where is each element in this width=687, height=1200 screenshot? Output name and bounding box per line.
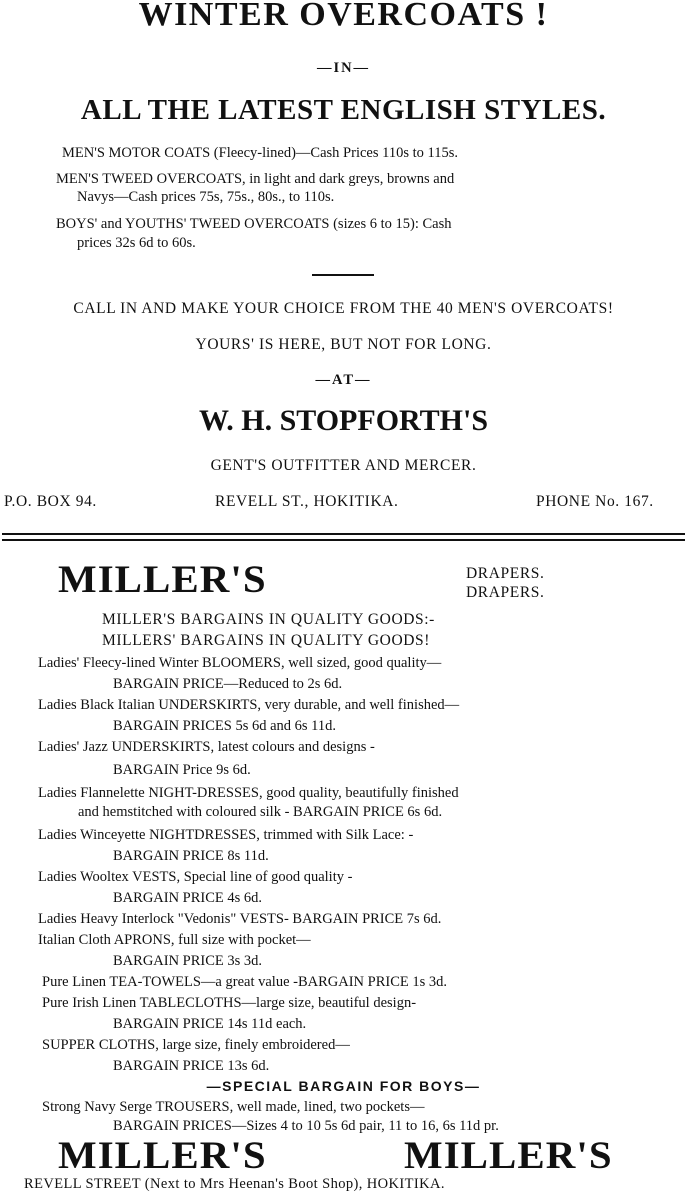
bargains-line-2: MILLERS' BARGAINS IN QUALITY GOODS!	[102, 632, 431, 649]
flannelette-price: and hemstitched with coloured silk - BARGAIN PRICE 6s 6d.	[78, 804, 443, 820]
boys-prices-line: prices 32s 6d to 60s.	[77, 235, 196, 251]
phone-number: PHONE No. 167.	[536, 493, 654, 510]
double-rule-bottom	[2, 539, 685, 541]
jazz-underskirts-line: Ladies' Jazz UNDERSKIRTS, latest colours and designs -	[38, 739, 375, 755]
double-rule-top	[2, 533, 685, 535]
po-box: P.O. BOX 94.	[4, 493, 97, 510]
street-address: REVELL ST., HOKITIKA.	[215, 493, 399, 510]
boys-overcoats-line: BOYS' and YOUTHS' TWEED OVERCOATS (sizes 6 to 15): Cash	[56, 216, 452, 232]
wooltex-line: Ladies Wooltex VESTS, Special line of good quality -	[38, 869, 353, 885]
winceyette-price: BARGAIN PRICE 8s 11d.	[113, 848, 269, 864]
jazz-underskirts-price: BARGAIN Price 9s 6d.	[113, 762, 251, 778]
in-label: —IN—	[316, 60, 371, 76]
special-boys-heading: —SPECIAL BARGAIN FOR BOYS—	[206, 1078, 481, 1094]
tablecloths-line: Pure Irish Linen TABLECLOTHS—large size, beautiful design-	[42, 995, 417, 1011]
bloomers-price: BARGAIN PRICE—Reduced to 2s 6d.	[113, 676, 343, 692]
ad-title: WINTER OVERCOATS !	[138, 0, 549, 33]
footer-millers-left: MILLER'S	[58, 1134, 267, 1177]
at-label: —AT—	[315, 372, 372, 388]
black-underskirts-price: BARGAIN PRICES 5s 6d and 6s 11d.	[113, 718, 337, 734]
aprons-line: Italian Cloth APRONS, full size with pocket—	[38, 932, 311, 948]
motor-coats-line: MEN'S MOTOR COATS (Fleecy-lined)—Cash Prices 110s to 115s.	[62, 145, 458, 161]
footer-millers-right: MILLER'S	[404, 1134, 613, 1177]
trousers-line: Strong Navy Serge TROUSERS, well made, lined, two pockets—	[42, 1099, 425, 1115]
tablecloths-price: BARGAIN PRICE 14s 11d each.	[113, 1016, 307, 1032]
aprons-price: BARGAIN PRICE 3s 3d.	[113, 953, 263, 969]
call-in-line: CALL IN AND MAKE YOUR CHOICE FROM THE 40 MEN'S OVERCOATS!	[73, 300, 614, 317]
bloomers-line: Ladies' Fleecy-lined Winter BLOOMERS, well sized, good quality—	[38, 655, 442, 671]
footer-address: REVELL STREET (Next to Mrs Heenan's Boot Shop), HOKITIKA.	[24, 1176, 445, 1192]
tea-towels-line: Pure Linen TEA-TOWELS—a great value -BARGAIN PRICE 1s 3d.	[42, 974, 447, 990]
supper-cloths-price: BARGAIN PRICE 13s 6d.	[113, 1058, 270, 1074]
wooltex-price: BARGAIN PRICE 4s 6d.	[113, 890, 263, 906]
tweed-prices-line: Navys—Cash prices 75s, 75s., 80s., to 110s.	[77, 189, 335, 205]
styles-heading: ALL THE LATEST ENGLISH STYLES.	[80, 94, 607, 126]
vedonis-line: Ladies Heavy Interlock "Vedonis" VESTS- BARGAIN PRICE 7s 6d.	[38, 911, 442, 927]
trade-line: GENT'S OUTFITTER AND MERCER.	[210, 457, 477, 474]
drapers-label-1: DRAPERS.	[466, 565, 545, 582]
short-divider	[312, 274, 374, 276]
trousers-prices: BARGAIN PRICES—Sizes 4 to 10 5s 6d pair, 11 to 16, 6s 11d pr.	[113, 1118, 499, 1134]
black-underskirts-line: Ladies Black Italian UNDERSKIRTS, very durable, and well finished—	[38, 697, 460, 713]
drapers-label-2: DRAPERS.	[466, 584, 545, 601]
flannelette-line: Ladies Flannelette NIGHT-DRESSES, good quality, beautifully finished	[38, 785, 459, 801]
tweed-overcoats-line: MEN'S TWEED OVERCOATS, in light and dark greys, browns and	[56, 171, 455, 187]
supper-cloths-line: SUPPER CLOTHS, large size, finely embroidered—	[42, 1037, 350, 1053]
winceyette-line: Ladies Winceyette NIGHTDRESSES, trimmed with Silk Lace: -	[38, 827, 414, 843]
shop-name: W. H. STOPFORTH'S	[198, 404, 489, 437]
bargains-line-1: MILLER'S BARGAINS IN QUALITY GOODS:-	[102, 611, 435, 628]
yours-line: YOURS' IS HERE, BUT NOT FOR LONG.	[195, 336, 492, 353]
millers-title: MILLER'S	[58, 558, 267, 601]
